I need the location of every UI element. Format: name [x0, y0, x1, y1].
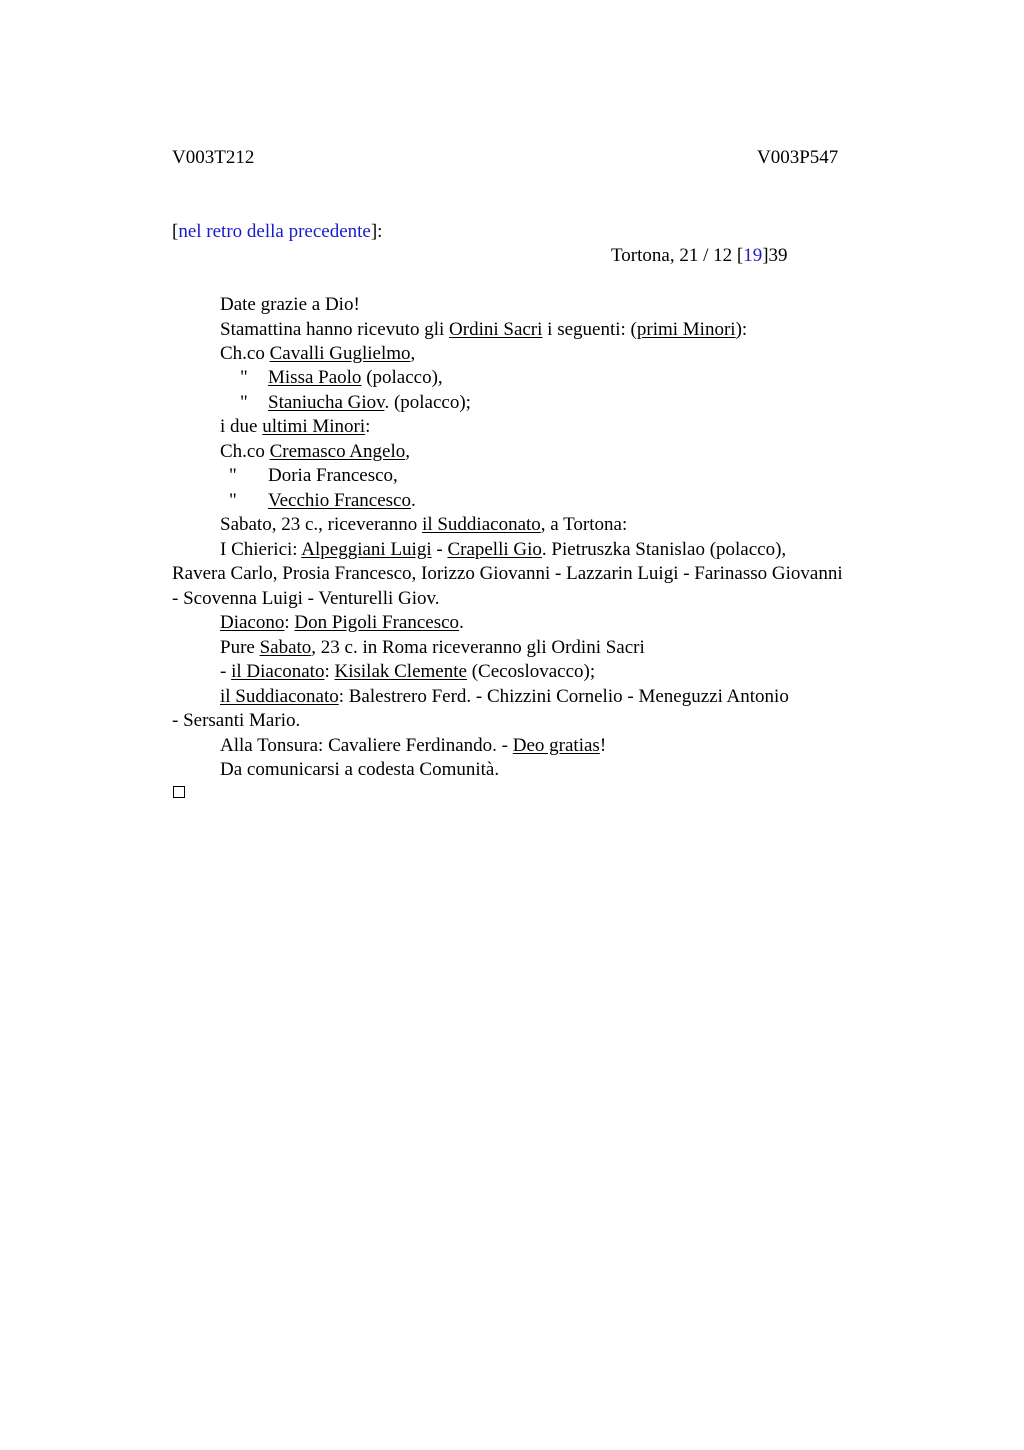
- editorial-note: [nel retro della precedente]:: [172, 221, 383, 242]
- ditto-mark: ": [229, 490, 237, 511]
- body-line: Missa Paolo (polacco),: [268, 367, 443, 388]
- body-line: Da comunicarsi a codesta Comunità.: [220, 759, 500, 780]
- body-line: Diacono: Don Pigoli Francesco.: [220, 612, 464, 633]
- body-line: Pure Sabato, 23 c. in Roma riceveranno gli Ordini Sacri: [220, 637, 645, 658]
- end-marker-square-icon: [173, 786, 185, 798]
- body-line: Doria Francesco,: [268, 465, 398, 486]
- body-line: i due ultimi Minori:: [220, 416, 371, 437]
- body-line: Ch.co Cremasco Angelo,: [220, 441, 410, 462]
- body-line: Sabato, 23 c., riceveranno il Suddiaconato, a Tortona:: [220, 514, 628, 535]
- body-line: Vecchio Francesco.: [268, 490, 416, 511]
- header-right-code: V003P547: [757, 147, 839, 168]
- body-line: Alla Tonsura: Cavaliere Ferdinando. - Deo gratias!: [220, 735, 607, 756]
- body-line: Date grazie a Dio!: [220, 294, 360, 315]
- body-line: - il Diaconato: Kisilak Clemente (Cecoslovacco);: [220, 661, 596, 682]
- header-left-code: V003T212: [172, 147, 255, 168]
- body-line: Staniucha Giov. (polacco);: [268, 392, 471, 413]
- note-text: nel retro della precedente: [178, 221, 371, 242]
- body-line: Ch.co Cavalli Guglielmo,: [220, 343, 416, 364]
- ditto-mark: ": [229, 465, 237, 486]
- body-line: Ravera Carlo, Prosia Francesco, Iorizzo Giovanni - Lazzarin Luigi - Farinasso Giovanni: [172, 563, 843, 584]
- body-line: il Suddiaconato: Balestrero Ferd. - Chizzini Cornelio - Meneguzzi Antonio: [220, 686, 789, 707]
- body-line: - Scovenna Luigi - Venturelli Giov.: [172, 588, 440, 609]
- ditto-mark: ": [240, 367, 248, 388]
- body-line: Stamattina hanno ricevuto gli Ordini Sacri i seguenti: (primi Minori):: [220, 319, 748, 340]
- dateline: Tortona, 21 / 12 [19]39: [611, 245, 788, 266]
- ditto-mark: ": [240, 392, 248, 413]
- body-line: - Sersanti Mario.: [172, 710, 301, 731]
- body-line: I Chierici: Alpeggiani Luigi - Crapelli Gio. Pietruszka Stanislao (polacco),: [220, 539, 787, 560]
- dateline-year-part: 19: [743, 245, 763, 266]
